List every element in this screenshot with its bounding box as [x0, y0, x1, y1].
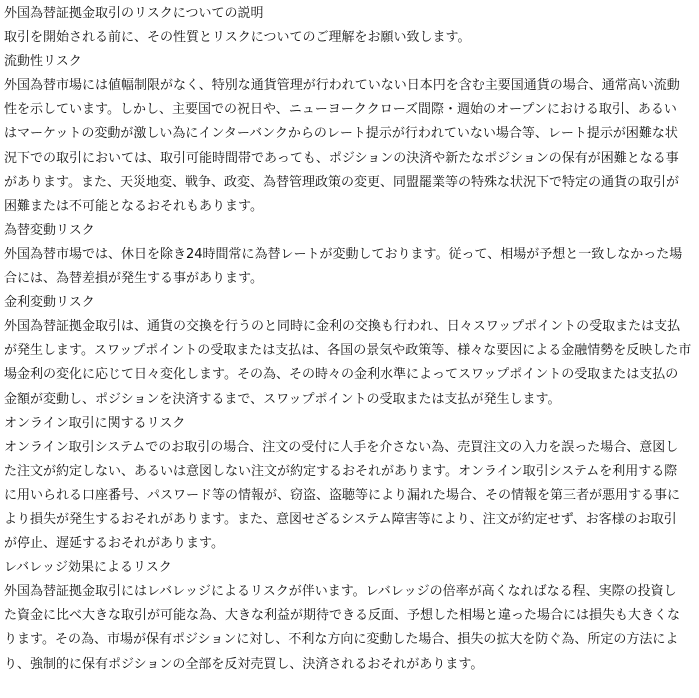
section-heading: オンライン取引に関するリスク: [4, 415, 186, 431]
section-body-line: 外国為替証拠金取引にはレバレッジによるリスクが伴います。レバレッジの倍率が高くなればなる程、実際の投資し: [4, 584, 677, 600]
section-body-line: 困難または不可能となるおそれもあります。: [4, 198, 263, 214]
section-body-line: が発生します。スワップポイントの受取または支払は、各国の景気や政策等、様々な要因による金融情勢を反映した市: [4, 343, 692, 359]
section-exchange-rate-risk: [4, 219, 699, 291]
section-body-line: より損失が発生するおそれがあります。また、意図せざるシステム障害等により、注文が約定せず、お客様のお取引: [4, 511, 677, 527]
section-body-line: 性を示しています。しかし、主要国での祝日や、ニューヨーククローズ間際・週始のオープンにおける取引、あるい: [4, 102, 677, 118]
section-body-line: はマーケットの変動が激しい為にインターバンクからのレート提示が行われていない場合等、レート提示が困難な状: [4, 126, 678, 142]
section-liquidity-risk: [4, 50, 699, 219]
section-body-line: 外国為替市場では、休日を除き24時間常に為替レートが変動しております。従って、相場が予想と一致しなかった場: [4, 246, 683, 262]
section-body-line: 場金利の変化に応じて日々変化します。その為、その時々の金利水準によってスワップポイントの受取または支払の: [4, 367, 679, 383]
section-body-line: 合には、為替差損が発生する事があります。: [4, 271, 263, 287]
section-body-line: があります。また、天災地変、戦争、政変、為替管理政策の変更、同盟罷業等の特殊な状況下で特定の通貨の取引が: [4, 174, 679, 190]
risk-disclosure-document: [4, 2, 699, 677]
section-body-line: た注文が約定しない、あるいは意図しない注文が約定するおそれがあります。オンライン取引システムを利用する際: [4, 463, 678, 479]
section-body-line: オンライン取引システムでのお取引の場合、注文の受付に人手を介さない為、売買注文の入力を誤った場合、意図し: [4, 439, 679, 455]
section-heading: レバレッジ効果によるリスク: [4, 560, 172, 576]
section-online-trading-risk: [4, 412, 699, 557]
section-body-line: 金額が変動し、ポジションを決済するまで、スワップポイントの受取または支払が発生します。: [4, 391, 561, 407]
section-body-line: 外国為替証拠金取引は、通貨の交換を行うのと同時に金利の交換も行われ、日々スワップポイントの受取または支払: [4, 319, 681, 335]
document-title: 外国為替証拠金取引のリスクについての説明: [4, 6, 264, 21]
section-body-line: 況下での取引においては、取引可能時間帯であっても、ポジションの決済や新たなポジションの保有が困難となる事: [4, 150, 679, 166]
section-body-line: ります。その為、市場が保有ポジションに対し、不利な方向に変動した場合、損失の拡大を防ぐ為、所定の方法によ: [4, 632, 679, 648]
section-heading: 為替変動リスク: [4, 222, 95, 238]
section-body-line: 外国為替市場には値幅制限がなく、特別な通貨管理が行われていない日本円を含む主要国通貨の場合、通常高い流動: [4, 78, 680, 94]
section-leverage-risk: [4, 556, 699, 676]
section-body-line: た資金に比べ大きな取引が可能な為、大きな利益が期待できる反面、予想した相場と違った場合には損失も大きくな: [4, 608, 681, 624]
section-body-line: に用いられる口座番号、パスワード等の情報が、窃盗、盗聴等により漏れた場合、その情報を第三者が悪用する事に: [4, 487, 681, 503]
section-heading: 金利変動リスク: [4, 295, 95, 311]
document-intro: 取引を開始される前に、その性質とリスクについてのご理解をお願い致します。: [4, 30, 471, 46]
section-interest-rate-risk: [4, 291, 699, 411]
section-body-line: り、強制的に保有ポジションの全部を反対売買し、決済されるおそれがあります。: [4, 656, 484, 672]
section-heading: 流動性リスク: [4, 54, 82, 70]
section-body-line: が停止、遅延するおそれがあります。: [4, 536, 224, 552]
